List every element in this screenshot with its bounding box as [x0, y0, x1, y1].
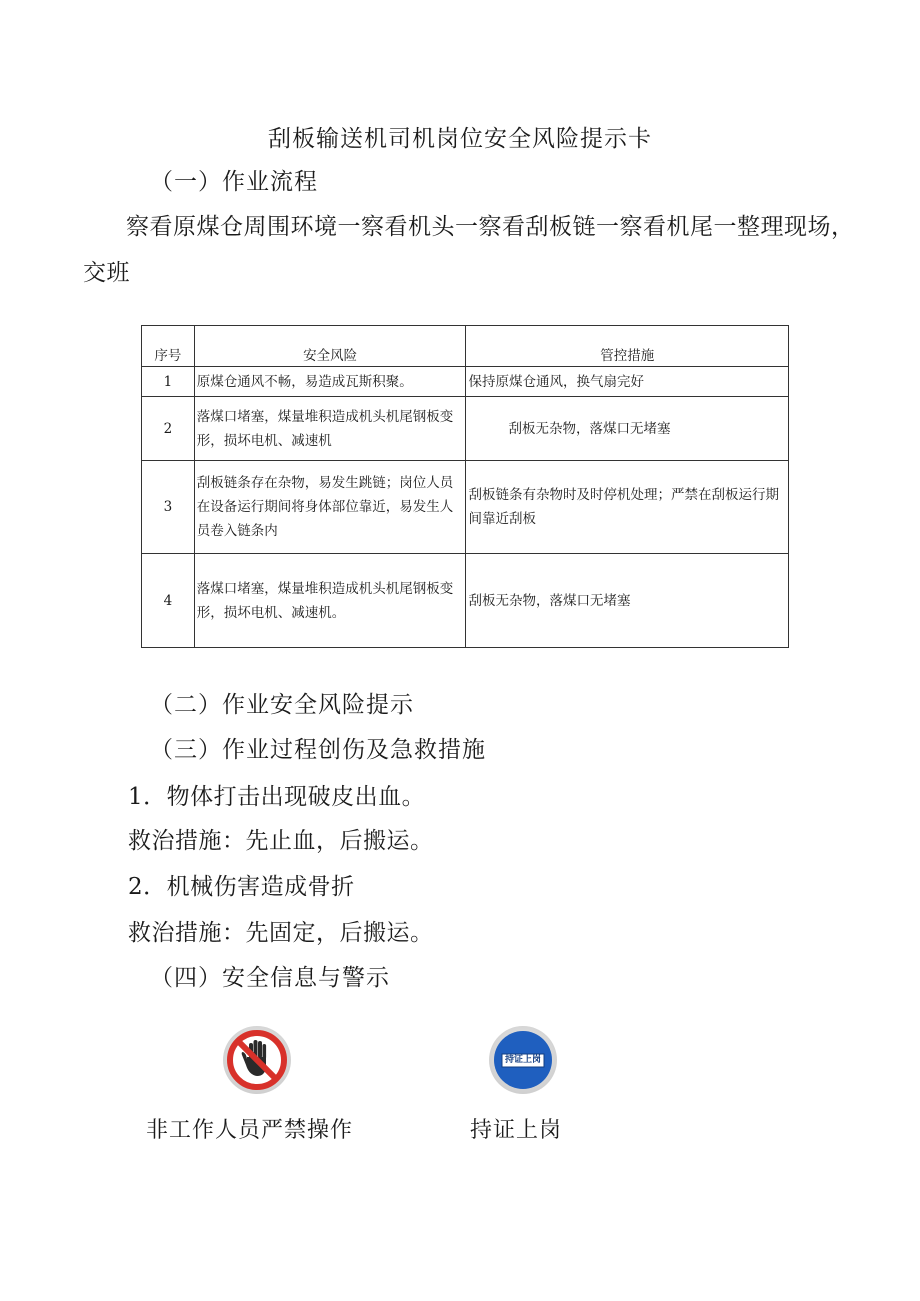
header-measure: 管控措施: [466, 326, 789, 367]
workflow-heading: （一）作业流程: [150, 169, 318, 195]
signs-heading: （四）安全信息与警示: [150, 965, 390, 991]
row-measure: 刮板无杂物，落煤口无堵塞: [466, 554, 789, 648]
treatment-item-1: 救治措施：先止血，后搬运。: [128, 828, 434, 854]
certified-post-sign-label: 持证上岗: [470, 1118, 563, 1143]
row-no: 2: [142, 397, 195, 461]
workflow-text-line2: 交班: [83, 260, 130, 286]
row-risk: 落煤口堵塞，煤量堆积造成机头机尾钢板变形，损坏电机、减速机: [194, 397, 466, 461]
row-no: 1: [142, 367, 195, 397]
table-row: [142, 554, 789, 648]
header-risk: 安全风险: [194, 326, 466, 367]
no-operation-sign-icon: [222, 1025, 292, 1095]
injury-heading: （三）作业过程创伤及急救措施: [150, 737, 486, 763]
table-row: [142, 397, 789, 461]
document-title: 刮板输送机司机岗位安全风险提示卡: [268, 126, 652, 152]
header-no: 序号: [142, 326, 195, 367]
table-header-row: [142, 326, 789, 367]
certified-sign-text: 持证上岗: [504, 1055, 541, 1065]
treatment-item-2: 救治措施：先固定，后搬运。: [128, 920, 434, 946]
row-risk: 落煤口堵塞，煤量堆积造成机头机尾钢板变形，损坏电机、减速机。: [194, 554, 466, 648]
row-no: 3: [142, 461, 195, 554]
row-measure: 刮板链条有杂物时及时停机处理；严禁在刮板运行期间靠近刮板: [466, 461, 789, 554]
no-operation-sign-label: 非工作人员严禁操作: [146, 1118, 354, 1143]
risk-table: [141, 325, 789, 648]
row-risk: 刮板链条存在杂物，易发生跳链；岗位人员在设备运行期间将身体部位靠近，易发生人员卷入链条内: [194, 461, 466, 554]
row-no: 4: [142, 554, 195, 648]
row-risk: 原煤仓通风不畅，易造成瓦斯积聚。: [194, 367, 466, 397]
row-measure: 刮板无杂物，落煤口无堵塞: [466, 397, 789, 461]
injury-item-2: 2．机械伤害造成骨折: [128, 874, 355, 900]
risk-heading: （二）作业安全风险提示: [150, 692, 414, 718]
table-row: [142, 367, 789, 397]
certified-post-sign-icon: [488, 1025, 558, 1095]
row-measure: 保持原煤仓通风，换气扇完好: [466, 367, 789, 397]
table-row: [142, 461, 789, 554]
injury-item-1: 1．物体打击出现破皮出血。: [128, 784, 426, 810]
workflow-text-line1: 察看原煤仓周围环境一察看机头一察看刮板链一察看机尾一整理现场，: [126, 214, 855, 240]
